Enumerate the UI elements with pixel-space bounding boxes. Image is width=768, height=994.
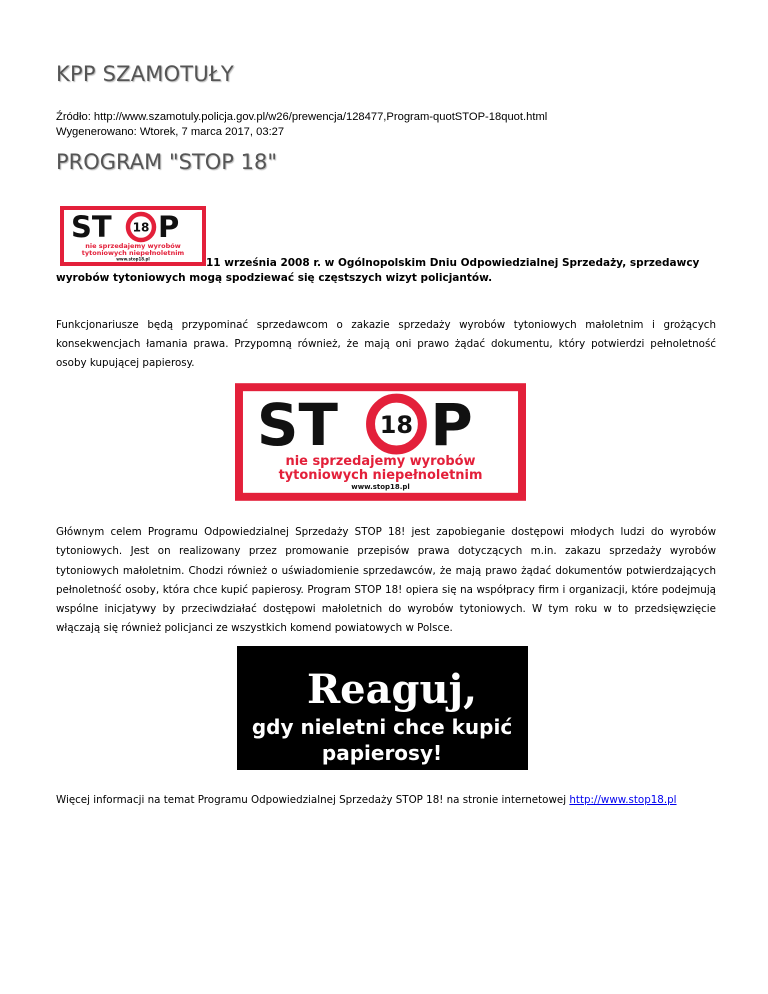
article-title: PROGRAM "STOP 18" [56,150,278,174]
logo-small-badge: 18 [132,220,150,235]
stop18-link[interactable]: http://www.stop18.pl [569,794,677,806]
generated-line: Wygenerowano: Wtorek, 7 marca 2017, 03:27 [56,126,285,138]
lead-text: 11 września 2008 r. w Ogólnopolskim Dniu Odpowiedzialnej Sprzedaży, sprzedawcy wyrobów tytoniowych mogą spodziewać się częstszych wizyt policjantów. [56,257,700,284]
logo-large-p: P [430,390,473,459]
logo-large-line2: tytoniowych niepełnoletnim [278,467,483,483]
stop18-logo-small [60,206,206,266]
logo-large-line1: nie sprzedajemy wyrobów [285,453,476,469]
source-line: Źródło: http://www.szamotuly.policja.gov.pl/w26/prewencja/128477,Program-quotSTOP-18quot.html [56,111,548,123]
site-title: KPP SZAMOTUŁY [56,62,234,86]
paragraph-3-text: Więcej informacji na temat Programu Odpowiedzialnej Sprzedaży STOP 18! na stronie internetowej [56,794,570,806]
article-lead [56,204,716,286]
stop18-logo-large [235,383,526,501]
paragraph-2: Głównym celem Programu Odpowiedzialnej Sprzedaży STOP 18! jest zapobieganie dostępowi młodych ludzi do wyrobów tytoniowych. Jest on realizowany przez promowanie przepisów prawa dotyczących m.in. zakazu sprzedaży wyrobów tytoniowych małoletnim. Chodzi również o uświadomienie sprzedawców, że mają prawo żądać dokumentów potwierdzających pełnoletność osoby, która chce kupić papierosy. Program STOP 18! opiera się na współpracy firm i organizacji, które podejmują wspólne inicjatywy by przeciwdziałać dostępowi małoletnich do wyrobów tytoniowych. W tym roku w to przedsięwzięcie włączają się również policjanci ze wszystkich komend powiatowych w Polsce. [56,526,716,635]
logo-large-badge: 18 [379,411,414,440]
logo-small-line2: tytoniowych niepełnoletnim [81,249,185,257]
paragraph-1: Funkcjonariusze będą przypominać sprzedawcom o zakazie sprzedaży wyrobów tytoniowych małoletnim i grożących konsekwencjach łamania prawa. Przypomną również, że mają oni prawo żądać dokumentu, który potwierdzi pełnoletność osoby kupującej papierosy. [56,319,716,369]
banner-line2: gdy nieletni chce kupić [251,715,513,739]
meta-info [56,110,547,140]
logo-small-line1: nie sprzedajemy wyrobów [85,242,181,250]
banner-line3: papierosy! [321,741,443,765]
logo-large-url: www.stop18.pl [351,482,410,491]
logo-small-p: P [158,210,180,244]
paragraph-3 [56,792,736,808]
logo-small-st: ST [71,210,112,244]
logo-large-st: ST [256,390,338,459]
banner-line1: Reaguj, [306,666,477,713]
logo-small-url: www.stop18.pl [116,256,150,262]
reaguj-banner [237,646,528,770]
